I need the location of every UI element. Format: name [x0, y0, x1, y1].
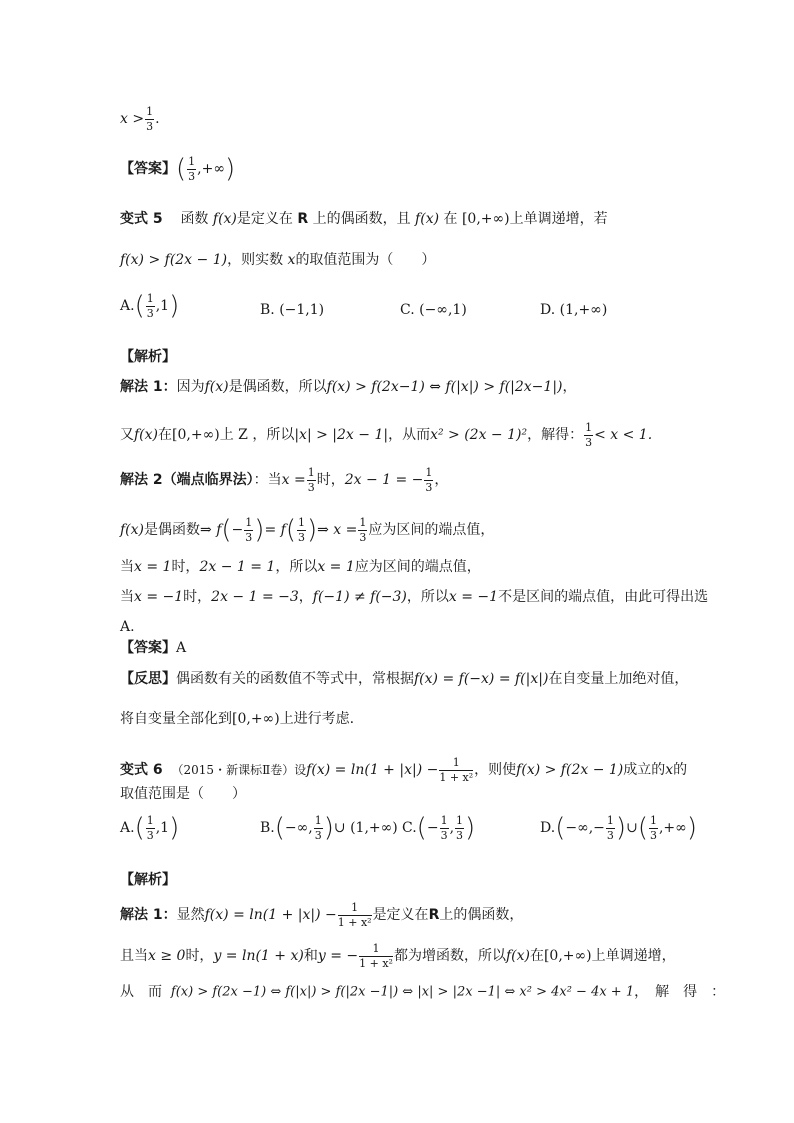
inequality-lhs: x >: [120, 111, 145, 128]
reflection-line1: 【反思】偶函数有关的函数值不等式中，常根据f(x) = f(−x) = f(|x|)在自变量上加绝对值，: [120, 671, 689, 687]
option-b: B.(−∞, $\frac{1}{3}$ )∪ (1,+∞): [260, 813, 398, 844]
variant5-line1: 变式 5 函数 f(x)是定义在 R 上的偶函数，且 f(x) 在 [0,+∞)上单调递增，若: [120, 211, 608, 227]
option-b: B. (−1,1): [260, 302, 325, 318]
option-d: D. (1,+∞): [540, 302, 608, 318]
method2-line4: 当x = −1时，2x − 1 = −3，f(−1) ≠ f(−3)，所以x = −1不是区间的端点值，由此可得出选: [120, 589, 709, 605]
analysis-heading-2: 【解析】: [120, 872, 176, 888]
method1-line2: 又f(x)在[0,+∞)上 Z ，所以|x| > |2x − 1|，从而x² > (2x − 1)²，解得： $\frac{1}{3}$ < x < 1.: [120, 421, 653, 449]
option-a: A.( $\frac{1}{3}$ ,1): [120, 813, 180, 844]
answer-tag: 【答案】: [120, 161, 176, 178]
reflection-line2: 将自变量全部化到[0,+∞)上进行考虑.: [120, 711, 355, 727]
fraction: $\frac{1}{3}$: [146, 105, 154, 133]
variant6-line1: 变式 6 （2015・新课标Ⅱ卷）设f(x) = ln(1 + |x|) − $\frac{1}{\text{1 + x²}}$ ，则使f(x) > f(2x − 1)成立的x的: [120, 756, 688, 784]
method2-line2: f(x)是偶函数⇒ f(− $\frac{1}{3}$ )= f( $\frac{1}{3}$ )⇒ x = $\frac{1}{3}$ 应为区间的端点值，: [120, 515, 495, 546]
answer-line-2: 【答案】A: [120, 640, 187, 656]
method3-line2: 且当x ≥ 0时，y = ln(1 + x)和y = − $\frac{1}{\text{1 + x²}}$ 都为增函数，所以f(x)在[0,+∞)上单调递增，: [120, 942, 676, 970]
method2-line5: A.: [120, 619, 135, 635]
method1-line1: 解法 1：因为f(x)是偶函数，所以f(x) > f(2x−1) ⇔ f(|x|) > f(|2x−1|)，: [120, 379, 577, 395]
top-inequality: x > $\frac{1}{3}$ .: [120, 105, 160, 133]
option-c: C. (−∞,1): [400, 302, 467, 318]
option-a: A.( $\frac{1}{3}$ ,1): [120, 291, 180, 322]
option-d: D.(−∞,− $\frac{1}{3}$ )∪( $\frac{1}{3}$ ,+∞): [540, 813, 697, 844]
variant6-line2: 取值范围是（ ）: [120, 786, 246, 802]
variant5-label: 变式 5: [120, 211, 163, 227]
analysis-heading: 【解析】: [120, 349, 176, 365]
method3-line1: 解法 1：显然f(x) = ln(1 + |x|) − $\frac{1}{\text{1 + x²}}$ 是定义在R上的偶函数，: [120, 901, 524, 929]
answer-line-1: 【答案】( $\frac{1}{3}$ ,+∞): [120, 154, 236, 185]
variant5-line2: f(x) > f(2x − 1)，则实数 x的取值范围为（ ）: [120, 252, 436, 268]
method3-line3: 从 而 f(x) > f(2x −1) ⇔ f(|x|) > f(|2x −1|) ⇔ |x| > |2x −1| ⇔ x² > 4x² − 4x + 1， 解 得 ：: [120, 984, 726, 1000]
method2-line1: 解法 2（端点临界法）：当x = $\frac{1}{3}$ 时，2x − 1 = − $\frac{1}{3}$ ，: [120, 466, 449, 494]
option-c: C.(− $\frac{1}{3}$ , $\frac{1}{3}$ ): [402, 813, 476, 844]
method2-line3: 当x = 1时，2x − 1 = 1，所以x = 1应为区间的端点值，: [120, 559, 481, 575]
